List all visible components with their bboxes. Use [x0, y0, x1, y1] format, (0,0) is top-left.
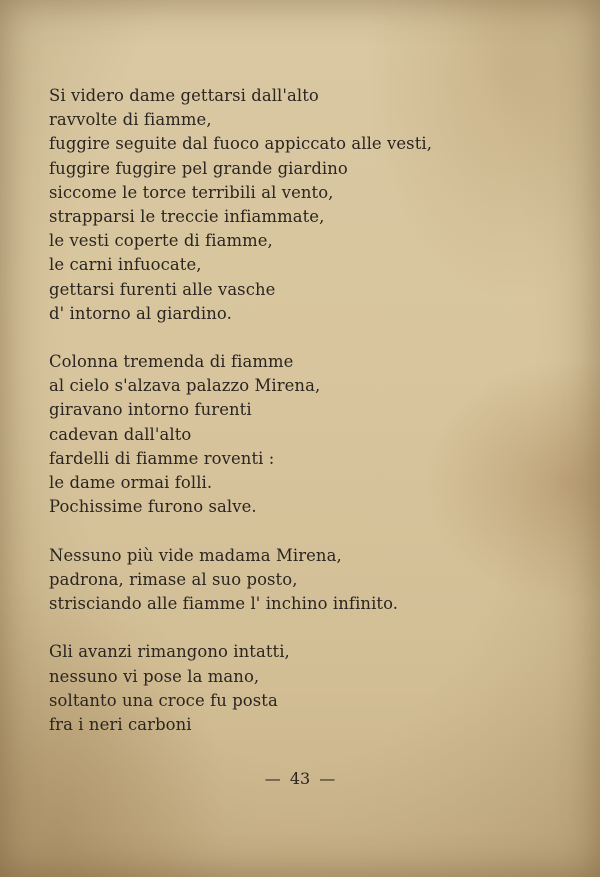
- page-number: — 43 —: [264, 769, 336, 788]
- poem-line: le carni infuocate,: [49, 255, 202, 275]
- poem-line: le vesti coperte di fiamme,: [49, 231, 273, 251]
- stanza-break: [49, 519, 432, 543]
- poem-line: gettarsi furenti alle vasche: [49, 279, 276, 299]
- stanza-break: [49, 326, 432, 350]
- poem-line: siccome le torce terribili al vento,: [49, 182, 334, 202]
- poem-line: fuggire fuggire pel grande giardino: [49, 158, 348, 178]
- poem-line: cadevan dall'alto: [49, 424, 192, 444]
- stanza-1: [49, 84, 432, 326]
- poem-line: fra i neri carboni: [49, 714, 192, 734]
- stanza-2: [49, 350, 432, 519]
- poem-line: padrona, rimase al suo posto,: [49, 569, 298, 589]
- stanza-break: [49, 616, 432, 640]
- stanza-4: [49, 640, 432, 737]
- poem-line: giravano intorno furenti: [49, 400, 252, 420]
- poem-line: Nessuno più vide madama Mirena,: [49, 545, 342, 565]
- poem-line: Colonna tremenda di fiamme: [49, 352, 294, 372]
- poem-line: Pochissime furono salve.: [49, 497, 257, 517]
- poem-line: Si videro dame gettarsi dall'alto: [49, 86, 319, 105]
- poem-line: strapparsi le treccie infiammate,: [49, 206, 325, 226]
- poem-line: d' intorno al giardino.: [49, 303, 232, 323]
- poem-line: Gli avanzi rimangono intatti,: [49, 642, 290, 662]
- poem-line: strisciando alle fiamme l' inchino infinito.: [49, 593, 399, 613]
- poem-line: nessuno vi pose la mano,: [49, 666, 260, 686]
- poem-line: soltanto una croce fu posta: [49, 690, 278, 710]
- poem-line: fuggire seguite dal fuoco appiccato alle vesti,: [49, 134, 433, 154]
- poem-line: le dame ormai folli.: [49, 473, 213, 492]
- poem-text: [49, 84, 432, 737]
- stanza-3: [49, 544, 432, 617]
- poem-line: al cielo s'alzava palazzo Mirena,: [49, 376, 321, 396]
- poem-line: ravvolte di fiamme,: [49, 110, 212, 130]
- poem-line: fardelli di fiamme roventi :: [49, 448, 275, 468]
